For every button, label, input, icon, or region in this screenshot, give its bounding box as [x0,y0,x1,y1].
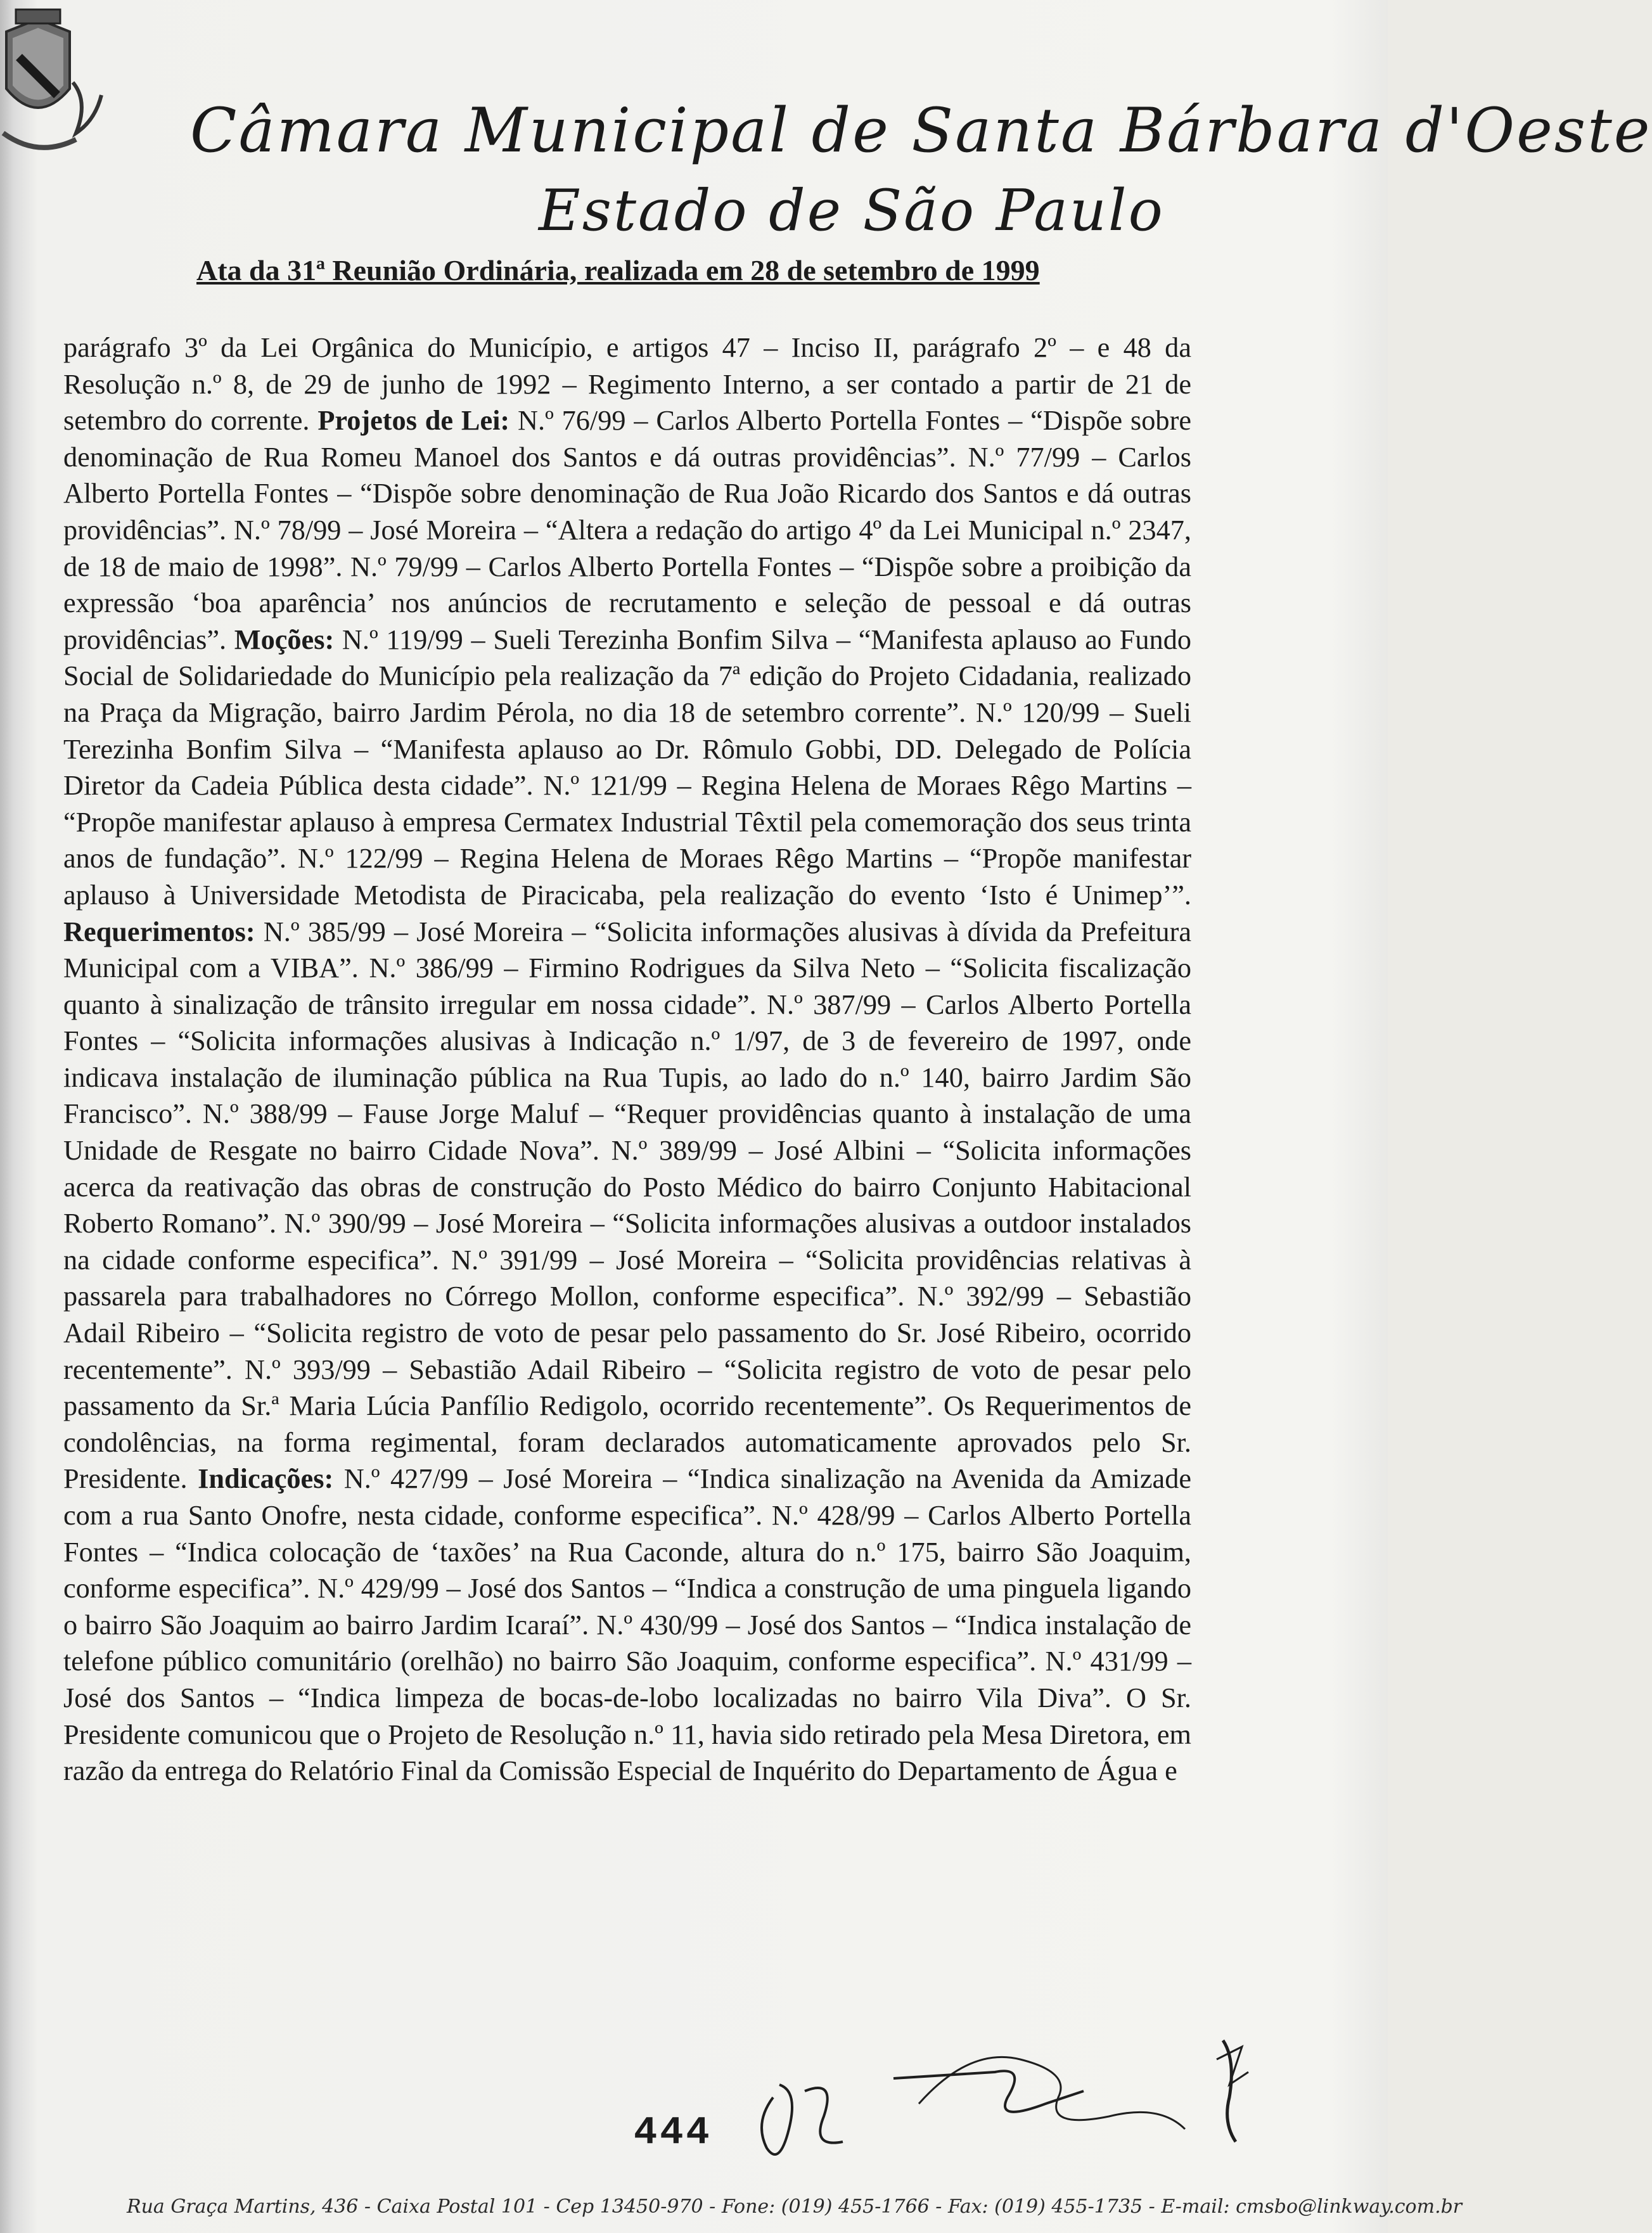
body-paragraph: N.º 385/99 – José Moreira – “Solicita informações alusivas à dívida da Prefeitura Municipal com a VIBA”. N.º 386/99 – Firmino Rodrigues da Silva Neto – “Solicita fiscalização quanto à sinalização de trânsito irregular em nossa cidade”. N.º 387/99 – Carlos Alberto Portella Fontes – “Solicita informações alusivas à Indicação n.º 1/97, de 3 de fevereiro de 1997, onde indicava instalação de iluminação pública na Rua Tupis, ao lado do n.º 140, bairro Jardim São Francisco”. N.º 388/99 – Fause Jorge Maluf – “Requer providências quanto à instalação de uma Unidade de Resgate no bairro Cidade Nova”. N.º 389/99 – José Albini – “Solicita informações acerca da reativação das obras de construção do Posto Médico do bairro Conjunto Habitacional Roberto Romano”. N.º 390/99 – José Moreira – “Solicita informações alusivas a outdoor instalados na cidade conforme especifica”. N.º 391/99 – José Moreira – “Solicita providências relativas à passarela para trabalhadores no Córrego Mollon, conforme especifica”. N.º 392/99 – Sebastião Adail Ribeiro – “Solicita registro de voto de pesar pelo passamento do Sr. José Ribeiro, ocorrido recentemente”. N.º 393/99 – Sebastião Adail Ribeiro – “Solicita registro de voto de pesar pelo passamento da Sr.ª Maria Lúcia Panfílio Redigolo, ocorrido recentemente”. Os Requerimentos de condolências, na forma regimental, foram declarados automaticamente aprovados pelo Sr. Presidente. [63,916,1191,1495]
coat-of-arms-icon [0,6,108,196]
body-paragraph: N.º 76/99 – Carlos Alberto Portella Fontes – “Dispõe sobre denominação de Rua Romeu Manoel dos Santos e dá outras providências”. N.º 77/99 – Carlos Alberto Portella Fontes – “Dispõe sobre denominação de Rua João Ricardo dos Santos e dá outras providências”. N.º 78/99 – José Moreira – “Altera a redação do artigo 4º da Lei Municipal n.º 2347, de 18 de maio de 1998”. N.º 79/99 – Carlos Alberto Portella Fontes – “Dispõe sobre a proibição da expressão ‘boa aparência’ nos anúncios de recrutamento e seleção de pessoal e dá outras providências”. [63,405,1191,655]
section-heading-projetos: Projetos de Lei: [317,405,510,437]
chamber-name: Câmara Municipal de Santa Bárbara d'Oeste [190,95,1652,166]
section-heading-mocoes: Moções: [234,624,335,655]
session-title: Ata da 31ª Reunião Ordinária, realizada em 28 de setembro de 1999 [196,254,1040,286]
body-paragraph: N.º 427/99 – José Moreira – “Indica sinalização na Avenida da Amizade com a rua Santo Onofre, nesta cidade, conforme especifica”. N.º 428/99 – Carlos Alberto Portella Fontes – “Indica colocação de ‘taxões’ na Rua Caconde, altura do n.º 175, bairro São Joaquim, conforme especifica”. N.º 429/99 – José dos Santos – “Indica a construção de uma pinguela ligando o bairro São Joaquim ao bairro Jardim Icaraí”. N.º 430/99 – José dos Santos – “Indica instalação de telefone público comunitário (orelhão) no bairro São Joaquim, conforme especifica”. N.º 431/99 – José dos Santos – “Indica limpeza de bocas-de-lobo localizadas no bairro Vila Diva”. O Sr. Presidente comunicou que o Projeto de Resolução n.º 11, havia sido retirado pela Mesa Diretora, em razão da entrega do Relatório Final da Comissão Especial de Inquérito do Departamento de Água e [63,1463,1192,1787]
state-name: Estado de São Paulo [539,177,1165,244]
body-paragraph: parágrafo 3º da Lei Orgânica do Município, e artigos 47 – Inciso II, parágrafo 2º – e 48 da Resolução n.º 8, de 29 de junho de 1992 – Regimento Interno, a ser contado a partir de 21 de setembro do corrente. [63,332,1191,437]
minutes-body [63,330,1191,1789]
section-heading-indicacoes: Indicações: [198,1463,334,1495]
signatures-icon [729,2021,1350,2167]
page-number: 444 [634,2110,712,2155]
footer-address: Rua Graça Martins, 436 - Caixa Postal 101 - Cep 13450-970 - Fone: (019) 455-1766 - Fax: (019) 455-1735 - E-mail: cmsbo@linkway.com.br [127,2196,1463,2218]
body-paragraph: N.º 119/99 – Sueli Terezinha Bonfim Silva – “Manifesta aplauso ao Fundo Social de Solidariedade do Município pela realização da 7ª edição do Projeto Cidadania, realizado na Praça da Migração, bairro Jardim Pérola, no dia 18 de setembro corrente”. N.º 120/99 – Sueli Terezinha Bonfim Silva – “Manifesta aplauso ao Dr. Rômulo Gobbi, DD. Delegado de Polícia Diretor da Cadeia Pública desta cidade”. N.º 121/99 – Regina Helena de Moraes Rêgo Martins – “Propõe manifestar aplauso à empresa Cermatex Industrial Têxtil pela comemoração dos seus trinta anos de fundação”. N.º 122/99 – Regina Helena de Moraes Rêgo Martins – “Propõe manifestar aplauso à Universidade Metodista de Piracicaba, pela realização do evento ‘Isto é Unimep’”. [63,624,1191,911]
section-heading-requerimentos: Requerimentos: [63,916,255,947]
